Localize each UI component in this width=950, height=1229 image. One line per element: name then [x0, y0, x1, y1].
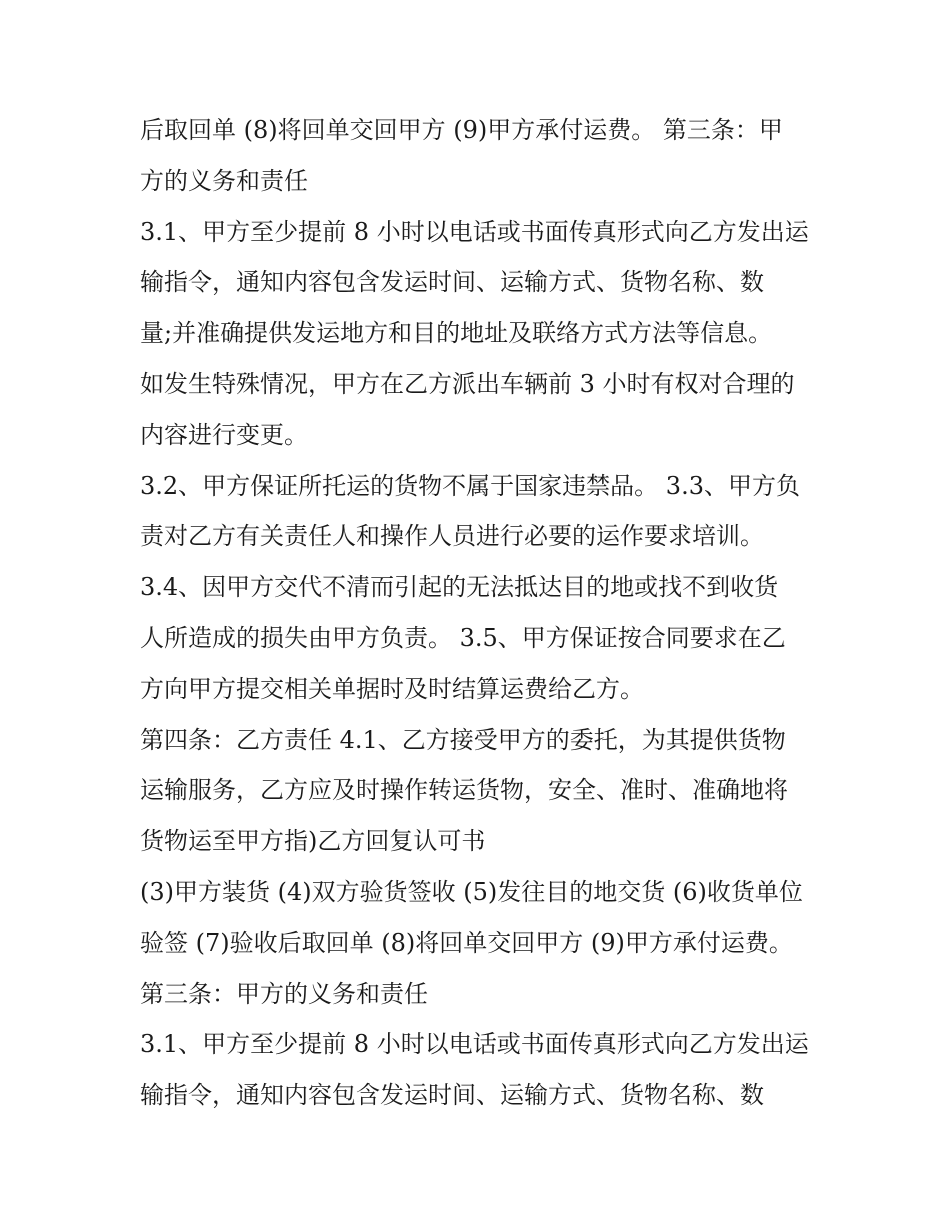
text-line: 输指令，通知内容包含发运时间、运输方式、货物名称、数: [140, 268, 764, 297]
text-line: 第四条：乙方责任 4.1、乙方接受甲方的委托，为其提供货物: [140, 725, 786, 754]
contract-text-block: [140, 105, 830, 1121]
text-line: 3.2、甲方保证所托运的货物不属于国家违禁品。 3.3、甲方负: [140, 471, 800, 500]
text-line: 内容进行变更。: [140, 420, 308, 449]
text-line: 方的义务和责任: [140, 166, 308, 195]
text-line: 如发生特殊情况，甲方在乙方派出车辆前 3 小时有权对合理的: [140, 369, 795, 398]
text-line: 运输服务，乙方应及时操作转运货物，安全、准时、准确地将: [140, 776, 788, 805]
text-line: 货物运至甲方指)乙方回复认可书: [140, 827, 486, 856]
text-line: 后取回单 (8)将回单交回甲方 (9)甲方承付运费。 第三条：甲: [140, 116, 783, 144]
text-line: 责对乙方有关责任人和操作人员进行必要的运作要求培训。: [140, 522, 764, 551]
text-line: 方向甲方提交相关单据时及时结算运费给乙方。: [140, 674, 644, 703]
text-line: 3.1、甲方至少提前 8 小时以电话或书面传真形式向乙方发出运: [140, 217, 809, 246]
text-line: (3)甲方装货 (4)双方验货签收 (5)发往目的地交货 (6)收货单位: [140, 877, 803, 906]
text-line: 3.4、因甲方交代不清而引起的无法抵达目的地或找不到收货: [140, 573, 779, 602]
text-line: 输指令，通知内容包含发运时间、运输方式、货物名称、数: [140, 1081, 764, 1110]
text-line: 人所造成的损失由甲方负责。 3.5、甲方保证按合同要求在乙: [140, 623, 786, 652]
text-line: 验签 (7)验收后取回单 (8)将回单交回甲方 (9)甲方承付运费。: [140, 928, 793, 957]
text-line: 量;并准确提供发运地方和目的地址及联络方式方法等信息。: [140, 319, 773, 348]
text-line: 第三条：甲方的义务和责任: [140, 979, 428, 1008]
text-line: 3.1、甲方至少提前 8 小时以电话或书面传真形式向乙方发出运: [140, 1030, 809, 1059]
